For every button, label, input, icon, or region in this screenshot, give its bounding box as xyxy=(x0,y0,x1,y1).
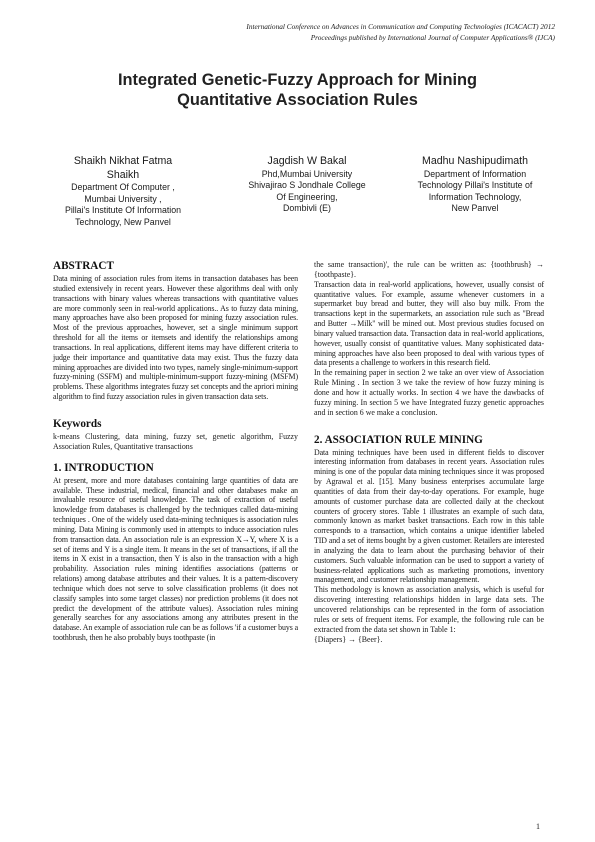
author-affiliation-line: Department of Information xyxy=(423,168,527,179)
author-name: Shaikh Nikhat Fatma xyxy=(73,155,173,167)
introduction-continued: the same transaction)', the rule can be written as: {toothbrush} → {toothpaste}. xyxy=(314,260,544,279)
section2-paragraph: This methodology is known as association analysis, which is useful for discovering interesting relationships hidden in large data sets. The uncovered relationships can be represented in the form of association rules or sets of frequent items. For example, the following rule can be extracted from the data set shown in Table 1: xyxy=(314,585,544,634)
author-affiliation-line: Technology, New Panvel xyxy=(75,216,171,227)
introduction-text: At present, more and more databases containing large quantities of data are available. These industrial, medical, financial and other databases make an invaluable resource of useful knowledge. The task of extraction of useful knowledge from databases is challenged by the techniques called data-mining techniques . One of the widely used data-mining techniques is association rules mining. Data Mining is commonly used in attempts to induce association rules from transaction data. An association rule is an expression X→Y, where X is a set of items and Y is a single item. It means in the set of transactions, if all the items in X exist in a transaction, then Y is also in the transaction with a high probability. Association rules mining identifies associations (patterns or relations) among database attributes and their values. It is a pattern-discovery technique which does not serve to solve classification problems (it does not classify samples into some target classes) nor prediction problems (it does not predict the development of the attribute values). Association rules mining generally searches for any associations among any attributes present in the database. An example of association rule can be as follows 'if a customer buys a toothbrush, then he also probably buys toothpaste (in xyxy=(53,475,298,643)
author-affiliation-line: Mumbai University , xyxy=(84,193,162,204)
author-block-2 xyxy=(232,155,382,215)
introduction-heading: 1. INTRODUCTION xyxy=(53,461,154,474)
author-block-3 xyxy=(396,155,554,215)
paper-title-line1: Integrated Genetic-Fuzzy Approach for Mining xyxy=(117,71,478,89)
section2-heading: 2. ASSOCIATION RULE MINING xyxy=(314,433,483,446)
author-affiliation-line: Pillai's Institute Of Information xyxy=(64,205,182,215)
author-block-1 xyxy=(48,155,198,228)
author-affiliation-line: Dombivli (E) xyxy=(283,203,331,213)
left-column xyxy=(53,260,298,643)
author-affiliation-line: Information Technology, xyxy=(428,191,522,202)
page-number: 1 xyxy=(536,822,540,831)
conference-header-line1: International Conference on Advances in Communication and Computing Technologies (ICACACT) 2012 xyxy=(246,22,555,31)
conference-header xyxy=(95,22,555,43)
keywords-text: k-means Clustering, data mining, fuzzy set, genetic algorithm, Fuzzy Association Rules, Quantitative transactions xyxy=(53,431,298,451)
author-affiliation-line: Technology Pillai's Institute of xyxy=(417,180,533,190)
right-column xyxy=(314,260,544,644)
author-name: Jagdish W Bakal xyxy=(267,155,347,167)
introduction-paragraph: Transaction data in real-world applications, however, usually consist of quantitative values. For example, assume whenever customers in a supermarket buy bread and butter, they will also buy milk. From the transactions kept in the supermarkets, an association rule such as "Bread and Butter →Milk" will be mined out. Most previous studies focused on binary valued transaction data. Transaction data in real-world applications, however, usually consist of quantitative values. Many sophisticated data-mining approaches have also been proposed to deal with various types of data presents a challenge to workers in this research field. xyxy=(314,279,544,368)
author-affiliation-line: Phd,Mumbai University xyxy=(261,168,353,179)
paper-title xyxy=(40,70,555,110)
author-affiliation-line: Department Of Computer , xyxy=(71,182,175,192)
author-name-cont: Shaikh xyxy=(106,168,140,181)
author-name: Madhu Nashipudimath xyxy=(422,155,528,167)
section2-paragraph: Data mining techniques have been used in different fields to discover interesting information from databases in recent years. Association rules mining is one of the popular data mining techniques since it was proposed by Agrawal et al. [15]. Many business enterprises accumulate large quantities of data from their day-to-day operations. For example, huge amounts of customer purchase data are collected daily at the checkout counters of grocery stores. Table 1 illustrates an example of such data, commonly known as market basket transactions. Each row in this table corresponds to a transaction, which contains a unique identifier labeled TID and a set of items bought by a given customer. Retailers are interested in analyzing the data to learn about the purchasing behavior of their customers. Such valuable information can be used to support a variety of business-related applications such as marketing promotions, inventory management, and customer relationship management. xyxy=(314,447,544,585)
conference-header-line2: Proceedings published by International Journal of Computer Applications® (IJCA) xyxy=(310,32,555,42)
keywords-heading: Keywords xyxy=(53,417,102,430)
author-affiliation-line: Shivajirao S Jondhale College xyxy=(248,180,366,190)
paper-title-line2: Quantitative Association Rules xyxy=(177,91,418,109)
introduction-paragraph: In the remaining paper in section 2 we take an over view of Association Rule Mining . In section 3 we take the review of how fuzzy mining is done and how it actually works. In section 4 we have the dawbacks of fuzzy mining. In section 5 we have Integrated fuzzy genetic approaches and in section 6 we make a conclusion. xyxy=(314,368,544,417)
abstract-text: Data mining of association rules from items in transaction databases has been studied extensively in recent years. However these algorithms deal with only transactions with binary values whereas transactions with quantitative values are more commonly seen in real-world applications.. As to fuzzy data mining, many approaches have also been proposed for mining fuzzy association rules. Most of the previous approaches, however, set a single minimum support threshold for all the items or itemsets and identify the relationships among transactions. In real applications, different items may have different criteria to judge their importance and quantitative data may exist. Thus the fuzzy data mining approaches are divided into two types, namely single-minimum-support fuzzy-mining (SSFM) and multiple-minimum-support fuzzy-mining (MSFM) problems. These algorithms integrates fuzzy set concepts and the apriori mining algorithm to find fuzzy association rules in given transaction data sets. xyxy=(53,274,298,402)
section2-rule: {Diapers} → {Beer}. xyxy=(314,634,383,644)
abstract-heading: ABSTRACT xyxy=(53,260,114,272)
author-affiliation-line: Of Engineering, xyxy=(276,191,338,202)
author-affiliation-line: New Panvel xyxy=(451,203,499,213)
